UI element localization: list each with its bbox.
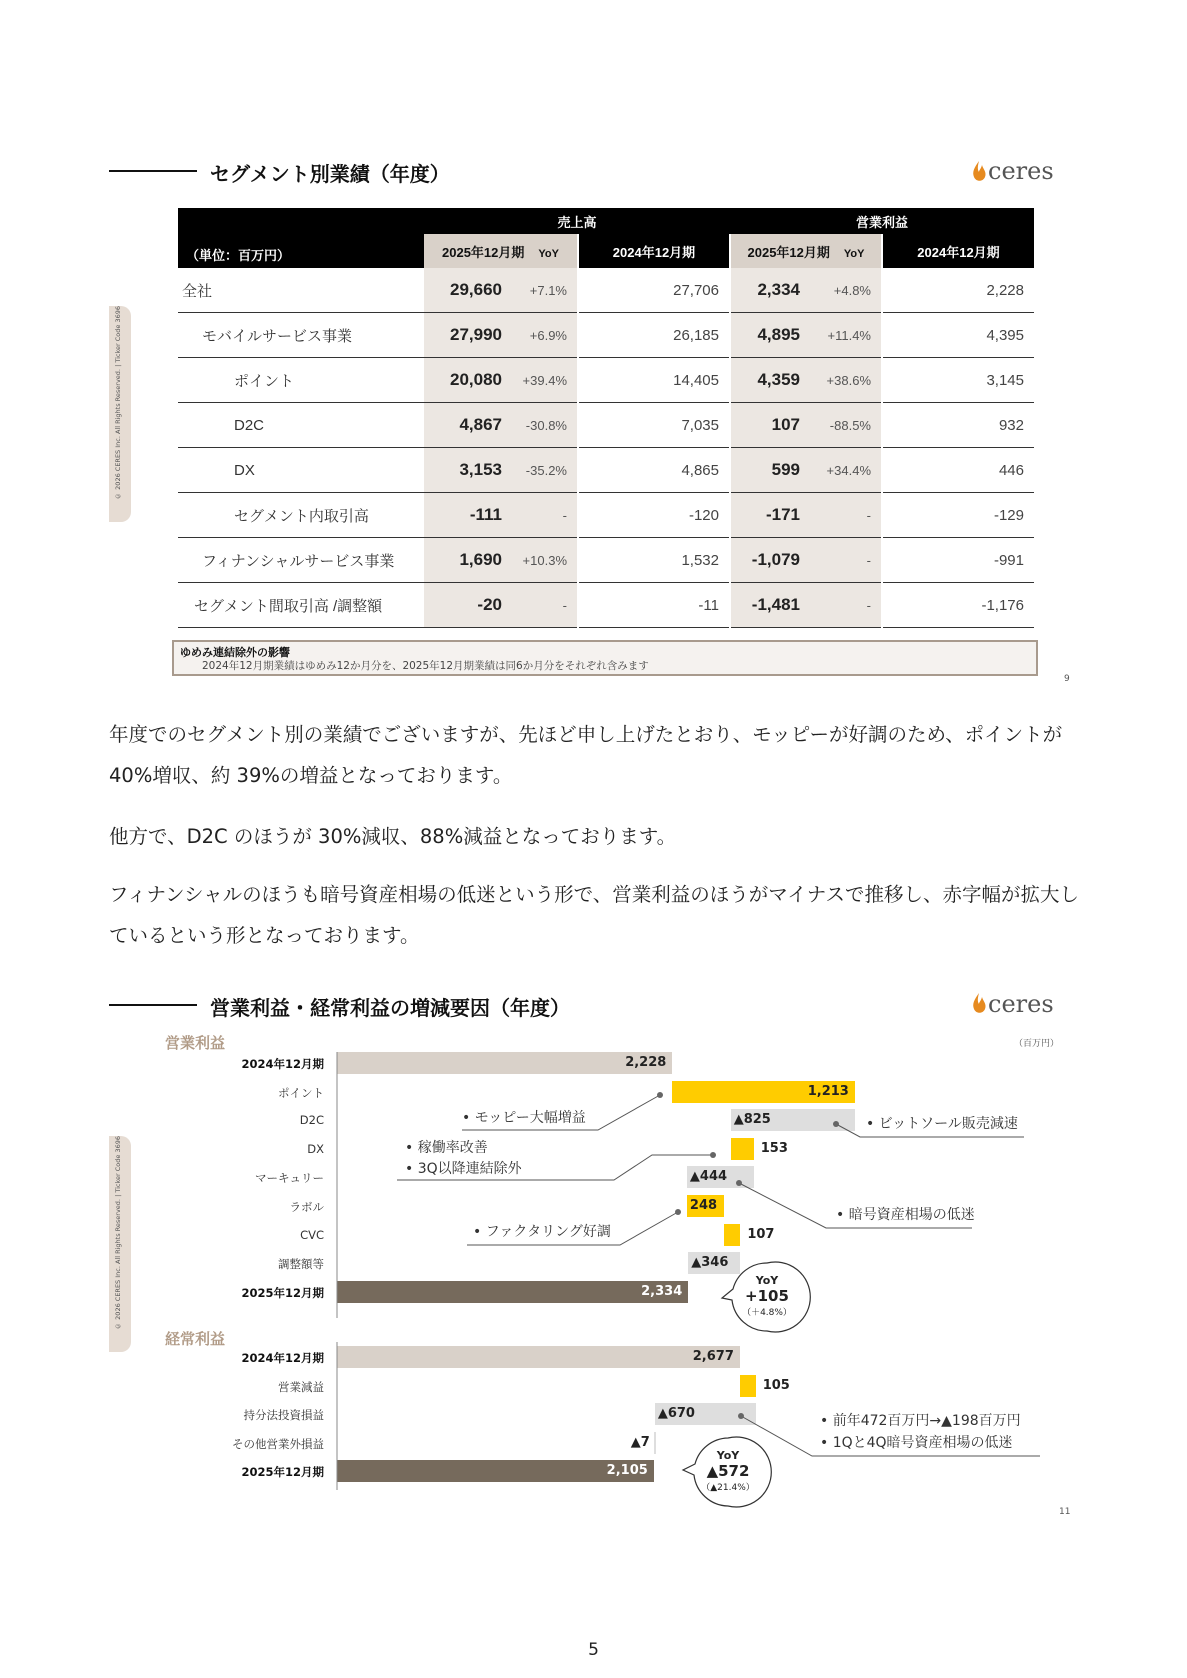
logo: ceres — [988, 157, 1054, 185]
bar-value-label: ▲346 — [691, 1255, 729, 1271]
category-label: 2025年12月期 — [241, 1465, 324, 1480]
bar-value-label: 2,105 — [606, 1463, 648, 1479]
annotation-q3: • 3Q以降連結除外 — [405, 1161, 522, 1177]
category-label: 営業減益 — [278, 1379, 324, 1394]
annotation-kadou: • 稼働率改善 — [405, 1140, 488, 1156]
slide1-title: セグメント別業績（年度） — [210, 162, 450, 186]
sales-yoy: +10.3% — [512, 538, 578, 583]
op-yoy-bubble: YoY +105 （＋4.8%） — [742, 1274, 792, 1318]
op-section-title: 営業利益 — [165, 1034, 226, 1052]
op-yoy: +38.6% — [810, 358, 882, 403]
category-label: D2C — [299, 1113, 324, 1128]
sales-previous: 1,532 — [578, 538, 730, 583]
sales-previous: 14,405 — [578, 358, 730, 403]
op-current: -1,481 — [730, 583, 810, 628]
bar-value-label: 105 — [762, 1377, 790, 1393]
op-yoy: -88.5% — [810, 403, 882, 448]
row-label: モバイルサービス事業 — [178, 313, 424, 358]
op-current: 2,334 — [730, 268, 810, 313]
category-label: CVC — [300, 1227, 324, 1242]
op-current: 4,895 — [730, 313, 810, 358]
sales-yoy: - — [512, 583, 578, 628]
sales-previous: 4,865 — [578, 448, 730, 493]
row-label: セグメント内取引高 — [178, 493, 424, 538]
op-current: 107 — [730, 403, 810, 448]
op-group-header: 営業利益 — [730, 208, 1034, 234]
op-yoy: - — [810, 493, 882, 538]
op-previous: 4,395 — [882, 313, 1034, 358]
op-cur-header: 2025年12月期 YoY — [730, 234, 882, 268]
category-label: 2024年12月期 — [241, 1057, 324, 1071]
op-previous: -129 — [882, 493, 1034, 538]
sales-current: 29,660 — [424, 268, 512, 313]
sales-current: 4,867 — [424, 403, 512, 448]
side-tab: © 2026 CERES Inc. All Rights Reserved. | Ticker Code 3696 — [109, 306, 131, 522]
ord-section-title: 経常利益 — [165, 1330, 226, 1348]
op-previous: 932 — [882, 403, 1034, 448]
ord-yoy-bubble: YoY ▲572 （▲21.4%） — [701, 1449, 755, 1493]
category-label: DX — [307, 1141, 324, 1156]
row-label: D2C — [178, 403, 424, 448]
row-label: ポイント — [178, 358, 424, 403]
op-previous: 446 — [882, 448, 1034, 493]
slide2-title: 営業利益・経常利益の増減要因（年度） — [210, 996, 570, 1020]
sales-yoy: -30.8% — [512, 403, 578, 448]
op-previous: 3,145 — [882, 358, 1034, 403]
row-label: セグメント間取引高 /調整額 — [178, 583, 424, 628]
op-current: 4,359 — [730, 358, 810, 403]
op-yoy: +34.4% — [810, 448, 882, 493]
annotation-q1q4: • 1Qと4Q暗号資産相場の低迷 — [820, 1435, 1013, 1451]
category-label: 2024年12月期 — [241, 1351, 324, 1365]
row-label: DX — [178, 448, 424, 493]
sales-current: 20,080 — [424, 358, 512, 403]
op-previous: -991 — [882, 538, 1034, 583]
row-label: 全社 — [178, 268, 424, 313]
paragraph-2: 他方で、D2C のほうが 30%減収、88%減益となっております。 — [109, 825, 677, 848]
op-current: -171 — [730, 493, 810, 538]
annotation-bitsoul: • ビットソール販売減速 — [866, 1116, 1018, 1132]
sales-current: -111 — [424, 493, 512, 538]
category-label: マーキュリー — [255, 1171, 324, 1186]
sales-current: 1,690 — [424, 538, 512, 583]
annotation-crypto: • 暗号資産相場の低迷 — [836, 1207, 975, 1223]
row-label: フィナンシャルサービス事業 — [178, 538, 424, 583]
op-yoy: +4.8% — [810, 268, 882, 313]
sales-previous: 26,185 — [578, 313, 730, 358]
bar-value-label: ▲825 — [733, 1112, 771, 1128]
sales-current: 27,990 — [424, 313, 512, 358]
annotation-prev-year: • 前年472百万円→▲198百万円 — [820, 1413, 1021, 1429]
sales-yoy: +39.4% — [512, 358, 578, 403]
note-title: ゆめみ連結除外の影響 — [180, 646, 290, 659]
op-yoy: +11.4% — [810, 313, 882, 358]
op-yoy: - — [810, 583, 882, 628]
annotation-factoring: • ファクタリング好調 — [473, 1224, 611, 1240]
op-current: -1,079 — [730, 538, 810, 583]
chart-unit: （百万円） — [1014, 1039, 1060, 1049]
op-current: 599 — [730, 448, 810, 493]
bar-value-label: ▲444 — [689, 1169, 728, 1185]
bar-value-label: 153 — [760, 1140, 788, 1156]
sales-previous: 27,706 — [578, 268, 730, 313]
bar-value-label: 2,677 — [692, 1349, 734, 1364]
unit-label: （単位：百万円） — [178, 234, 424, 268]
sales-yoy: +6.9% — [512, 313, 578, 358]
slide2-page-number: 11 — [1059, 1507, 1071, 1517]
logo: ceres — [988, 990, 1054, 1018]
sales-prev-header: 2024年12月期 — [578, 234, 730, 268]
category-label: その他営業外損益 — [232, 1436, 324, 1451]
op-previous: 2,228 — [882, 268, 1034, 313]
bar-value-label: 2,228 — [625, 1055, 667, 1070]
category-label: 2025年12月期 — [241, 1285, 324, 1300]
bar-value-label: 248 — [689, 1198, 718, 1213]
bar-value-label: 2,334 — [641, 1283, 683, 1299]
sales-yoy: - — [512, 493, 578, 538]
sales-previous: -11 — [578, 583, 730, 628]
note-text: 2024年12月期業績はゆめみ12か月分を、2025年12月期業績は同6か月分をそれぞれ含みます — [202, 660, 649, 672]
sales-cur-header: 2025年12月期 YoY — [424, 234, 578, 268]
page-number: 5 — [588, 1640, 599, 1660]
bar-value-label: ▲7 — [630, 1434, 650, 1450]
sales-current: 3,153 — [424, 448, 512, 493]
bar-value-label: 107 — [747, 1226, 775, 1242]
slide1-page-number: 9 — [1064, 674, 1070, 684]
category-label: 持分法投資損益 — [243, 1408, 324, 1423]
op-prev-header: 2024年12月期 — [882, 234, 1034, 268]
category-label: ポイント — [278, 1085, 324, 1100]
category-label: 調整額等 — [278, 1257, 324, 1272]
paragraph-3: フィナンシャルのほうも暗号資産相場の低迷という形で、営業利益のほうがマイナスで推移し、赤字幅が拡大しているという形となっております。 — [109, 883, 1080, 947]
paragraph-1: 年度でのセグメント別の業績でございますが、先ほど申し上げたとおり、モッピーが好調のため、ポイントが 40%増収、約 39%の増益となっております。 — [109, 723, 1063, 787]
sales-yoy: +7.1% — [512, 268, 578, 313]
sales-yoy: -35.2% — [512, 448, 578, 493]
op-yoy: - — [810, 538, 882, 583]
bar-value-label: 1,213 — [807, 1083, 849, 1099]
op-previous: -1,176 — [882, 583, 1034, 628]
bar-value-label: ▲670 — [657, 1406, 695, 1422]
sales-previous: 7,035 — [578, 403, 730, 448]
sales-group-header: 売上高 — [424, 208, 730, 234]
side-tab: © 2026 CERES Inc. All Rights Reserved. | Ticker Code 3696 — [109, 1136, 131, 1352]
annotation-moppy: • モッピー大幅増益 — [462, 1110, 586, 1126]
category-label: ラボル — [289, 1200, 324, 1214]
sales-current: -20 — [424, 583, 512, 628]
sales-previous: -120 — [578, 493, 730, 538]
